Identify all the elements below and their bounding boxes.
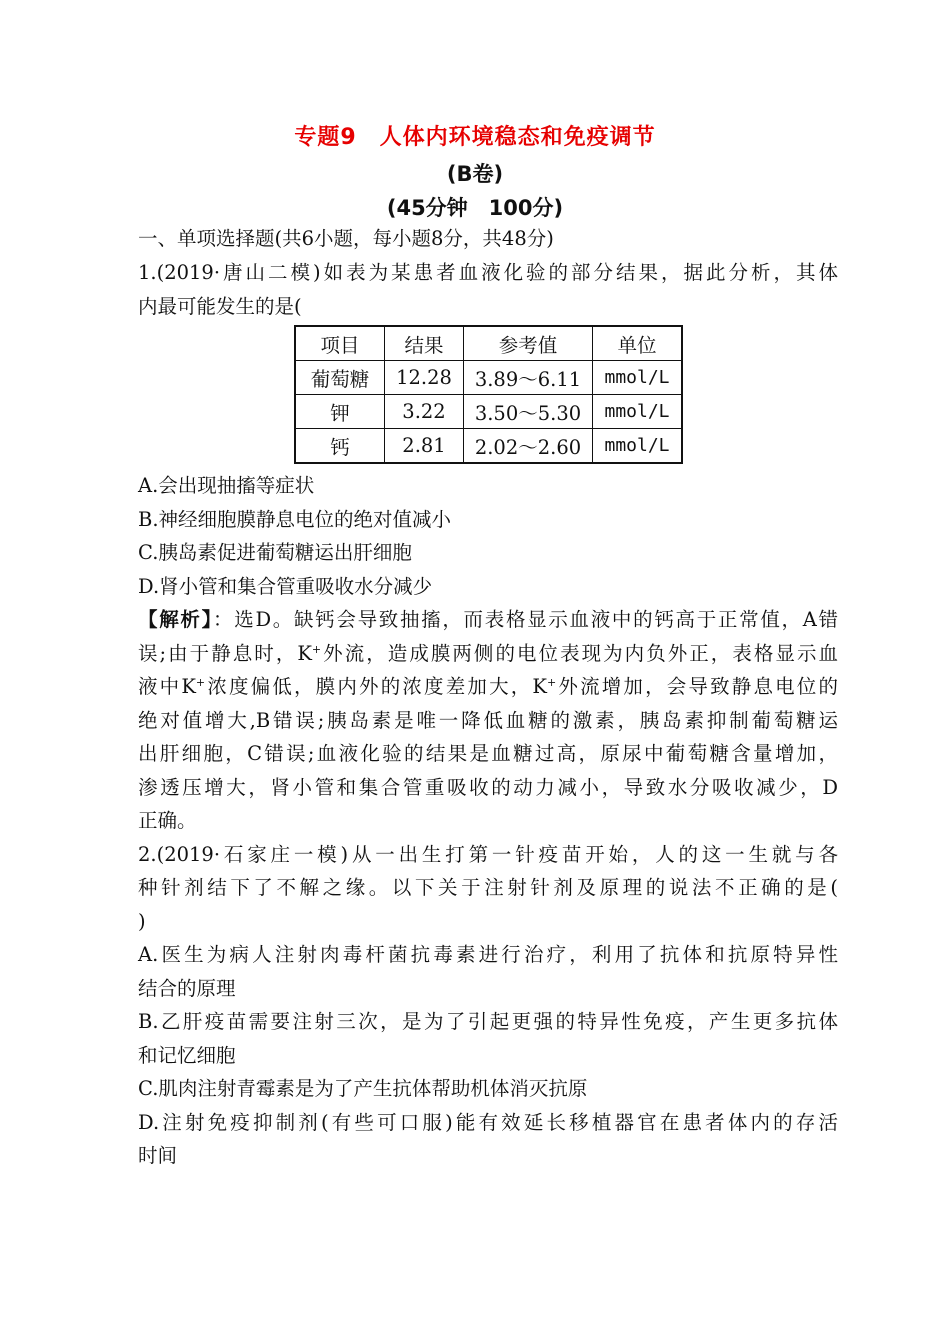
q1-analysis-line6: 渗透压增大，肾小管和集合管重吸收的动力减小，导致水分吸收减少，D [138,776,838,799]
q2-option-a-line2: 结合的原理 [138,977,236,1000]
q2-stem-line1: 2.(2019·石家庄一模)从一出生打第一针疫苗开始，人的这一生就与各 [138,843,838,866]
q2-option-c: C.肌肉注射青霉素是为了产生抗体帮助机体消灭抗原 [138,1077,588,1100]
table-header-cell: 项目 [295,326,385,361]
table-cell: 钾 [295,395,385,429]
q2-option-d-line1: D.注射免疫抑制剂(有些可口服)能有效延长移植器官在患者体内的存活 [138,1111,838,1134]
q1-stem-line1: 1.(2019·唐山二模)如表为某患者血液化验的部分结果，据此分析，其体 [138,261,838,284]
table-header-cell: 单位 [593,326,683,361]
document-subtitle: (B卷) [446,162,504,186]
superscript-plus: + [311,643,322,656]
superscript-plus: + [195,676,206,689]
table-cell: 12.28 [385,361,464,395]
q2-option-a-line1: A.医生为病人注射肉毒杆菌抗毒素进行治疗，利用了抗体和抗原特异性 [138,943,838,966]
q2-option-d-line2: 时间 [138,1144,178,1167]
analysis-text: 液中K [138,675,196,698]
table-header-cell: 结果 [385,326,464,361]
q1-analysis-line1 [138,603,838,637]
table-header-cell: 参考值 [464,326,593,361]
table-cell: 3.50～5.30 [464,395,593,429]
table-row [295,429,682,464]
table-header-row [295,326,682,361]
q1-analysis-line4: 绝对值增大,B错误;胰岛素是唯一降低血糖的激素，胰岛素抑制葡萄糖运 [138,709,838,732]
q1-analysis-line2 [138,637,838,671]
table-cell: 2.81 [385,429,464,464]
q1-analysis-line5: 出肝细胞，C错误;血液化验的结果是血糖过高，原尿中葡萄糖含量增加， [138,742,838,765]
section-heading: 一、单项选择题(共6小题，每小题8分，共48分) [138,227,554,250]
table-row [295,395,682,429]
table-cell: 钙 [295,429,385,464]
table-cell: mmol/L [593,361,683,395]
q2-stem-line2: 种针剂结下了不解之缘。以下关于注射针剂及原理的说法不正确的是( [138,876,838,899]
table-row [295,361,682,395]
document-title: 专题9 人体内环境稳态和免疫调节 [294,125,656,150]
table-cell: 3.89～6.11 [464,361,593,395]
analysis-text: 外流增加，会导致静息电位的 [556,675,838,698]
analysis-text: 误;由于静息时，K [138,642,312,665]
q1-option-b: B.神经细胞膜静息电位的绝对值减小 [138,508,452,531]
q1-stem-line2: 内最可能发生的是( [138,295,302,318]
analysis-text: 外流，造成膜两侧的电位表现为内负外正，表格显示血 [321,642,838,665]
q1-analysis-line7: 正确。 [138,809,197,832]
analysis-text: ：选D。缺钙会导致抽搐，而表格显示血液中的钙高于正常值，A错 [213,608,838,631]
superscript-plus: + [547,676,557,689]
q2-option-b-line1: B.乙肝疫苗需要注射三次，是为了引起更强的特异性免疫，产生更多抗体 [138,1010,838,1033]
q2-option-b-line2: 和记忆细胞 [138,1044,236,1067]
table-cell: mmol/L [593,429,683,464]
q2-stem-line3: ) [138,910,146,933]
time-score: (45分钟 100分) [386,196,564,220]
table-cell: 3.22 [385,395,464,429]
q1-option-c: C.胰岛素促进葡萄糖运出肝细胞 [138,541,412,564]
table-cell: mmol/L [593,395,683,429]
analysis-label: 【解析】 [138,608,214,631]
table-cell: 2.02～2.60 [464,429,593,464]
q1-option-d: D.肾小管和集合管重吸收水分减少 [138,575,433,598]
q1-analysis-line3 [138,670,838,704]
q1-option-a: A.会出现抽搐等症状 [138,474,315,497]
lab-results-table [294,325,683,464]
analysis-text: 浓度偏低，膜内外的浓度差加大，K [205,675,547,698]
table-cell: 葡萄糖 [295,361,385,395]
